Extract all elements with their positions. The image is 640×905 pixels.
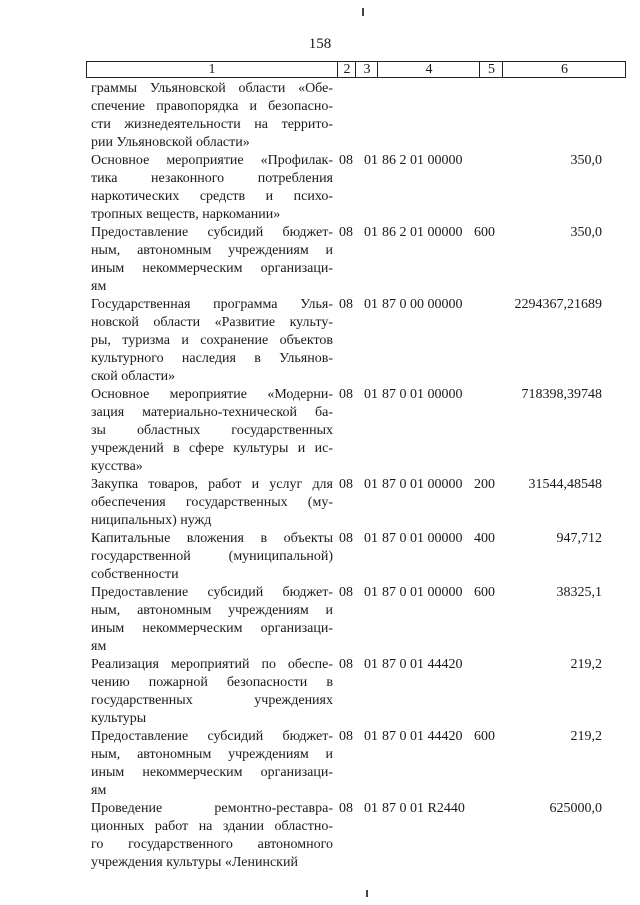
description-line: государственных учреждениях [91, 693, 333, 708]
description-line: ным, автономным учреждениям и [91, 603, 333, 618]
section-code: 08 [339, 225, 353, 240]
expense-type-code: 400 [474, 531, 495, 546]
description-line: иным некоммерческим организаци- [91, 621, 333, 636]
amount-value: 219,2 [570, 657, 602, 672]
scan-mark-top [362, 8, 364, 16]
subsection-code: 01 [364, 225, 378, 240]
header-col-1: 1 [208, 62, 216, 77]
row-description [91, 386, 333, 476]
target-article-code: 87 0 00 00000 [382, 297, 463, 312]
header-col-3: 3 [355, 62, 378, 77]
row-description [91, 476, 333, 530]
description-line: Проведение ремонтно-реставра- [91, 801, 333, 816]
expense-type-code: 600 [474, 585, 495, 600]
target-article-code: 87 0 01 00000 [382, 585, 463, 600]
description-line: тропных веществ, наркомании» [91, 207, 281, 222]
target-article-code: 87 0 01 R2440 [382, 801, 465, 816]
row-description [91, 152, 333, 224]
row-description [91, 80, 333, 152]
amount-value: 350,0 [570, 153, 602, 168]
description-line: Предоставление субсидий бюджет- [91, 585, 333, 600]
description-line: Основное мероприятие «Профилак- [91, 153, 333, 168]
section-code: 08 [339, 297, 353, 312]
description-line: культуры [91, 711, 147, 726]
table-header [86, 61, 626, 78]
description-line: ры, туризма и сохранение объектов [91, 333, 333, 348]
subsection-code: 01 [364, 387, 378, 402]
description-line: учреждения культуры «Ленинский [91, 855, 298, 870]
description-line: ным, автономным учреждениям и [91, 243, 333, 258]
target-article-code: 87 0 01 00000 [382, 477, 463, 492]
description-line: иным некоммерческим организаци- [91, 765, 333, 780]
amount-value: 31544,48548 [528, 477, 602, 492]
subsection-code: 01 [364, 801, 378, 816]
header-col-5: 5 [479, 62, 503, 77]
section-code: 08 [339, 729, 353, 744]
section-code: 08 [339, 531, 353, 546]
row-description [91, 728, 333, 800]
description-line: наркотических средств и психо- [91, 189, 333, 204]
page-number: 158 [308, 36, 332, 52]
header-col-6: 6 [502, 62, 626, 77]
description-line: Предоставление субсидий бюджет- [91, 225, 333, 240]
header-col-2: 2 [337, 62, 356, 77]
description-line: обеспечения государственных (му- [91, 495, 333, 510]
description-line: Предоставление субсидий бюджет- [91, 729, 333, 744]
subsection-code: 01 [364, 477, 378, 492]
description-line: ниципальных) нужд [91, 513, 212, 528]
description-line: Капитальные вложения в объекты [91, 531, 333, 546]
amount-value: 219,2 [570, 729, 602, 744]
description-line: чению пожарной безопасности в [91, 675, 333, 690]
scan-mark-bottom [366, 890, 368, 897]
amount-value: 947,712 [556, 531, 602, 546]
subsection-code: 01 [364, 729, 378, 744]
subsection-code: 01 [364, 297, 378, 312]
subsection-code: 01 [364, 657, 378, 672]
section-code: 08 [339, 801, 353, 816]
description-line: Закупка товаров, работ и услуг для [91, 477, 333, 492]
description-line: учреждений в сфере культуры и ис- [91, 441, 333, 456]
expense-type-code: 600 [474, 729, 495, 744]
amount-value: 350,0 [570, 225, 602, 240]
description-line: граммы Ульяновской области «Обе- [91, 81, 333, 96]
amount-value: 718398,39748 [521, 387, 602, 402]
target-article-code: 87 0 01 00000 [382, 387, 463, 402]
header-col-4: 4 [377, 62, 480, 77]
target-article-code: 87 0 01 44420 [382, 729, 463, 744]
row-description [91, 224, 333, 296]
amount-value: 625000,0 [549, 801, 602, 816]
description-line: сти жизнедеятельности на террито- [91, 117, 333, 132]
row-description [91, 530, 333, 584]
description-line: Реализация мероприятий по обеспе- [91, 657, 333, 672]
description-line: ным, автономным учреждениям и [91, 747, 333, 762]
description-line: зация материально-технической ба- [91, 405, 333, 420]
description-line: иным некоммерческим организаци- [91, 261, 333, 276]
description-line: новской области «Развитие культу- [91, 315, 333, 330]
description-line: ской области» [91, 369, 176, 384]
description-line: ям [91, 783, 107, 798]
target-article-code: 86 2 01 00000 [382, 153, 463, 168]
amount-value: 2294367,21689 [514, 297, 602, 312]
description-line: Основное мероприятие «Модерни- [91, 387, 333, 402]
description-line: Государственная программа Улья- [91, 297, 333, 312]
target-article-code: 86 2 01 00000 [382, 225, 463, 240]
description-line: тика незаконного потребления [91, 171, 333, 186]
section-code: 08 [339, 387, 353, 402]
amount-value: 38325,1 [556, 585, 602, 600]
description-line: собственности [91, 567, 179, 582]
row-description [91, 584, 333, 656]
subsection-code: 01 [364, 153, 378, 168]
section-code: 08 [339, 585, 353, 600]
description-line: ционных работ на здании областно- [91, 819, 333, 834]
section-code: 08 [339, 477, 353, 492]
description-line: культурного наследия в Ульянов- [91, 351, 333, 366]
section-code: 08 [339, 657, 353, 672]
row-description [91, 296, 333, 386]
description-line: ям [91, 279, 107, 294]
description-line: государственной (муниципальной) [91, 549, 333, 564]
expense-type-code: 600 [474, 225, 495, 240]
subsection-code: 01 [364, 585, 378, 600]
target-article-code: 87 0 01 44420 [382, 657, 463, 672]
description-line: рии Ульяновской области» [91, 135, 250, 150]
row-description [91, 800, 333, 872]
description-line: го государственного автономного [91, 837, 333, 852]
description-line: зы областных государственных [91, 423, 333, 438]
description-line: кусства» [91, 459, 143, 474]
expense-type-code: 200 [474, 477, 495, 492]
row-description [91, 656, 333, 728]
description-line: спечение правопорядка и безопасно- [91, 99, 333, 114]
section-code: 08 [339, 153, 353, 168]
target-article-code: 87 0 01 00000 [382, 531, 463, 546]
description-line: ям [91, 639, 107, 654]
subsection-code: 01 [364, 531, 378, 546]
